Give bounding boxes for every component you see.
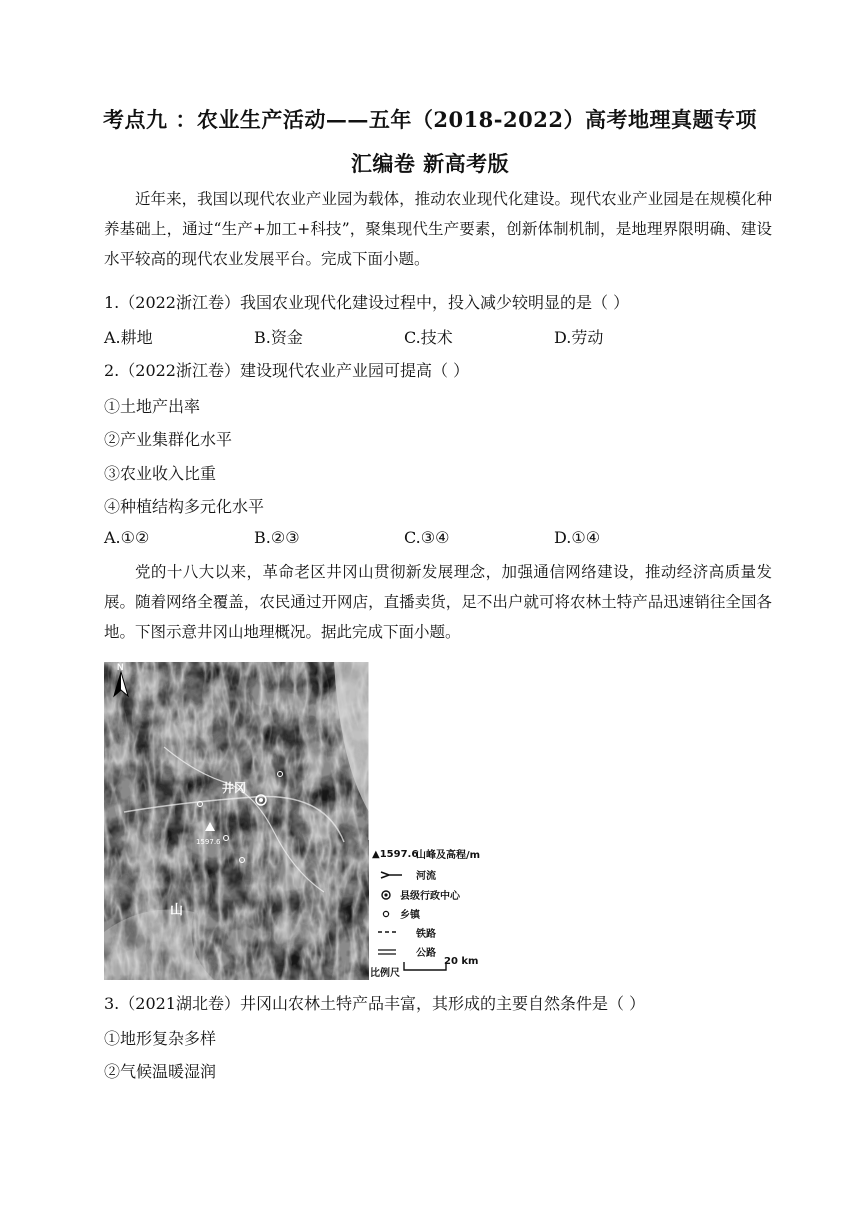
question-2-item-4: ④种植结构多元化水平: [104, 497, 265, 516]
map-place-label: 井冈: [222, 781, 247, 795]
legend-town-label: 乡镇: [400, 910, 420, 921]
question-2-option-c: C.③④: [404, 528, 450, 547]
question-3-item-2: ②气候温暖湿润: [104, 1062, 217, 1081]
peak-value: 1597.6: [196, 838, 221, 846]
question-3-item-1: ①地形复杂多样: [104, 1029, 217, 1048]
question-2-option-a: A.①②: [104, 528, 150, 547]
legend-peak-label: 山峰及高程/m: [416, 850, 481, 861]
legend-rail-label: 铁路: [416, 929, 436, 940]
question-2-item-1: ①土地产出率: [104, 397, 201, 416]
question-2-option-d: D.①④: [554, 528, 601, 547]
scale-label: 比例尺: [370, 968, 400, 979]
question-2-option-b: B.②③: [254, 528, 300, 547]
map-legend: [369, 662, 492, 980]
legend-peak-symbol: ▲1597.6: [372, 849, 419, 860]
title-line-2: 汇编卷 新高考版: [350, 151, 510, 176]
terrain-image: [104, 662, 369, 980]
question-1-option-c: C.技术: [404, 328, 453, 347]
map-place-label-2: 山: [170, 903, 184, 918]
question-1-option-b: B.资金: [254, 328, 303, 347]
question-3-stem: 3.（2021湖北卷）井冈山农林土特产品丰富，其形成的主要自然条件是（ ）: [104, 994, 646, 1013]
scale-value: 20 km: [444, 956, 479, 967]
title-line-1: 考点九 ：农业生产活动——五年（2018-2022）高考地理真题专项: [103, 107, 757, 132]
question-2-item-2: ②产业集群化水平: [104, 430, 233, 449]
legend-county-label: 县级行政中心: [400, 891, 460, 902]
passage-2: 党的十八大以来，革命老区井冈山贯彻新发展理念，加强通信网络建设，推动经济高质量发展。随着网络全覆盖，农民通过开网店，直播卖货，足不出户就可将农林土特产品迅速销往全国各地。下图示意井冈山地理概况。据此完成下面小题。: [104, 563, 772, 641]
north-label: N: [117, 662, 124, 672]
question-1-option-a: A.耕地: [104, 328, 153, 347]
question-1-stem: 1.（2022浙江卷）我国农业现代化建设过程中，投入减少较明显的是（ ）: [104, 293, 630, 312]
question-2-item-3: ③农业收入比重: [104, 464, 217, 483]
legend-road-label: 公路: [416, 948, 436, 959]
legend-river-label: 河流: [416, 871, 436, 882]
jinggangshan-map: [104, 662, 492, 980]
question-2-stem: 2.（2022浙江卷）建设现代农业产业园可提高（ ）: [104, 361, 470, 380]
question-1-option-d: D.劳动: [554, 328, 604, 347]
passage-1: 近年来，我国以现代农业产业园为载体，推动农业现代化建设。现代农业产业园是在规模化种养基础上，通过“生产+加工+科技”，聚集现代生产要素，创新体制机制，是地理界限明确、建设水平较高的现代农业发展平台。完成下面小题。: [104, 190, 772, 268]
